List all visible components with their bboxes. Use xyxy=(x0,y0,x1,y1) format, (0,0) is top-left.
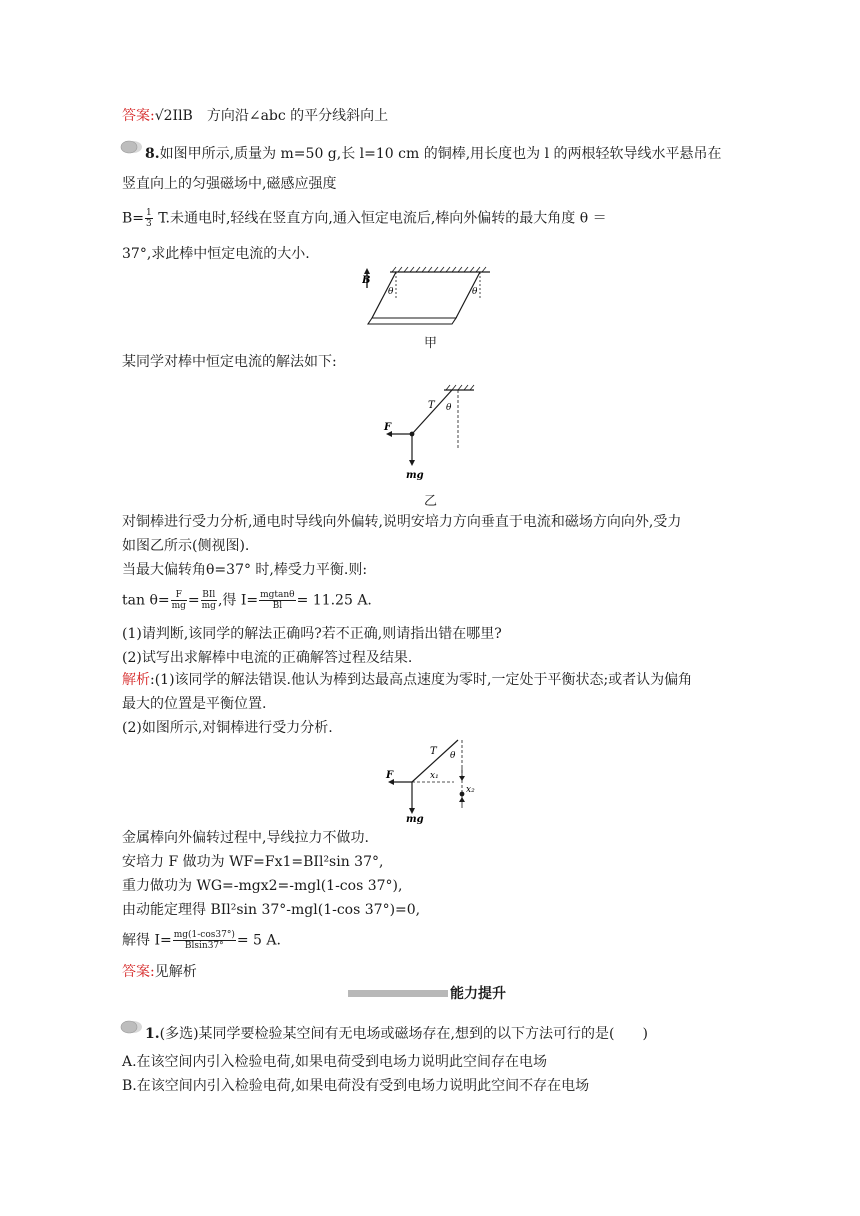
label-t: T xyxy=(430,746,437,757)
work-line1: 金属棒向外偏转过程中,导线拉力不做功. xyxy=(122,830,369,846)
frac-num: 1 xyxy=(146,208,152,218)
frac-bil-mg: $\frac{\text{BIl}}{mg}$ xyxy=(201,590,216,611)
solution-line1 xyxy=(122,670,692,690)
label-x2: x₂ xyxy=(466,785,475,795)
answer-label: 答案: xyxy=(122,108,155,124)
label-theta-right: θ xyxy=(472,287,478,297)
analysis-line2: 如图乙所示(侧视图). xyxy=(122,538,250,554)
label-b: B xyxy=(362,275,371,286)
label-mg: mg xyxy=(406,470,424,481)
q8-line4: 37°,求此棒中恒定电流的大小. xyxy=(122,246,310,262)
label-mg: mg xyxy=(406,814,424,824)
answer-text: √2IlB 方向沿∠abc 的平分线斜向上 xyxy=(154,108,389,124)
tan-suffix: = 11.25 A. xyxy=(296,592,372,609)
analysis-line3: 当最大偏转角θ=37° 时,棒受力平衡.则: xyxy=(122,562,368,578)
section-title: 能力提升 xyxy=(450,986,506,1002)
work-line2: 安培力 F 做功为 WF=Fx1=BIl²sin 37°, xyxy=(122,854,384,870)
analysis-line1: 对铜棒进行受力分析,通电时导线向外偏转,说明安培力方向垂直于电流和磁场方向向外,受力 xyxy=(122,514,682,530)
q8-line2: 竖直向上的匀强磁场中,磁感应强度 xyxy=(122,176,337,192)
result-frac: $\frac{mg(1-\cos 37^\circ)}{Blsin37^\circ}$ xyxy=(173,930,235,951)
q1-text: (多选)某同学要检验某空间有无电场或磁场存在,想到的以下方法可行的是( ) xyxy=(159,1026,648,1042)
result-suffix: = 5 A. xyxy=(236,932,281,949)
caption-jia: 甲 xyxy=(424,336,438,351)
solution-label: 解析 xyxy=(122,672,150,688)
caption-yi: 乙 xyxy=(424,494,438,509)
q8-line1 xyxy=(145,144,722,164)
tan-prefix: tan θ= xyxy=(122,592,170,609)
q1-line xyxy=(145,1024,648,1044)
section-band xyxy=(348,990,448,997)
label-x1: x₁ xyxy=(430,771,439,781)
question-marker-icon xyxy=(120,140,142,154)
result-equation xyxy=(122,930,281,951)
frac-den: 3 xyxy=(146,219,152,229)
q8-text-3: T.未通电时,轻线在竖直方向,通入恒定电流后,棒向外偏转的最大角度 θ ＝ xyxy=(153,210,607,227)
q8-text-1: 如图甲所示,质量为 m=50 g,长 l=10 cm 的铜棒,用长度也为 l 的两根轻软导线水平悬吊在 xyxy=(159,146,722,162)
tan-mid: ,得 I= xyxy=(217,592,259,609)
q1-option-a: A.在该空间内引入检验电荷,如果电荷受到电场力说明此空间存在电场 xyxy=(122,1054,548,1070)
solution-line2: 最大的位置是平衡位置. xyxy=(122,696,267,712)
solution-line3: (2)如图所示,对铜棒进行受力分析. xyxy=(122,720,333,736)
student-intro: 某同学对棒中恒定电流的解法如下: xyxy=(122,354,337,370)
frac-f-mg: $\frac{F}{mg}$ xyxy=(171,590,186,611)
q8-number: 8. xyxy=(145,146,160,162)
sub-question-1: (1)请判断,该同学的解法正确吗?若不正确,则请指出错在哪里? xyxy=(122,626,502,642)
question-marker-icon xyxy=(120,1020,142,1034)
answer-label: 答案: xyxy=(122,964,155,980)
q1-option-b: B.在该空间内引入检验电荷,如果电荷没有受到电场力说明此空间不存在电场 xyxy=(122,1078,590,1094)
tan-equation xyxy=(122,590,372,611)
label-theta: θ xyxy=(446,403,452,413)
figure-yi xyxy=(380,382,480,482)
label-f: F xyxy=(386,770,394,781)
work-line3: 重力做功为 WG=-mgx2=-mgl(1-cos 37°), xyxy=(122,878,403,894)
prev-answer-line xyxy=(122,106,388,126)
solution-text-1: :(1)该同学的解法错误.他认为棒到达最高点速度为零时,一定处于平衡状态;或者认为偏角 xyxy=(150,672,693,688)
eq-sign: = xyxy=(187,592,200,609)
label-theta: θ xyxy=(450,751,456,761)
label-t: T xyxy=(428,400,435,411)
answer8-line xyxy=(122,962,197,982)
q8-frac xyxy=(145,208,153,229)
figure-force-analysis xyxy=(384,738,494,824)
label-f: F xyxy=(384,422,392,433)
q8-b-eq: B= xyxy=(122,210,145,227)
q8-line3 xyxy=(122,208,607,229)
answer-text: 见解析 xyxy=(154,964,197,980)
label-theta-left: θ xyxy=(388,287,394,297)
sub-question-2: (2)试写出求解棒中电流的正确解答过程及结果. xyxy=(122,650,413,666)
frac-mgtan-bl: $\frac{mgtan\theta}{Bl}$ xyxy=(260,590,295,611)
work-line4: 由动能定理得 BIl²sin 37°-mgl(1-cos 37°)=0, xyxy=(122,902,421,918)
result-prefix: 解得 I= xyxy=(122,932,172,949)
q1-number: 1. xyxy=(145,1026,160,1042)
figure-jia xyxy=(362,266,502,330)
